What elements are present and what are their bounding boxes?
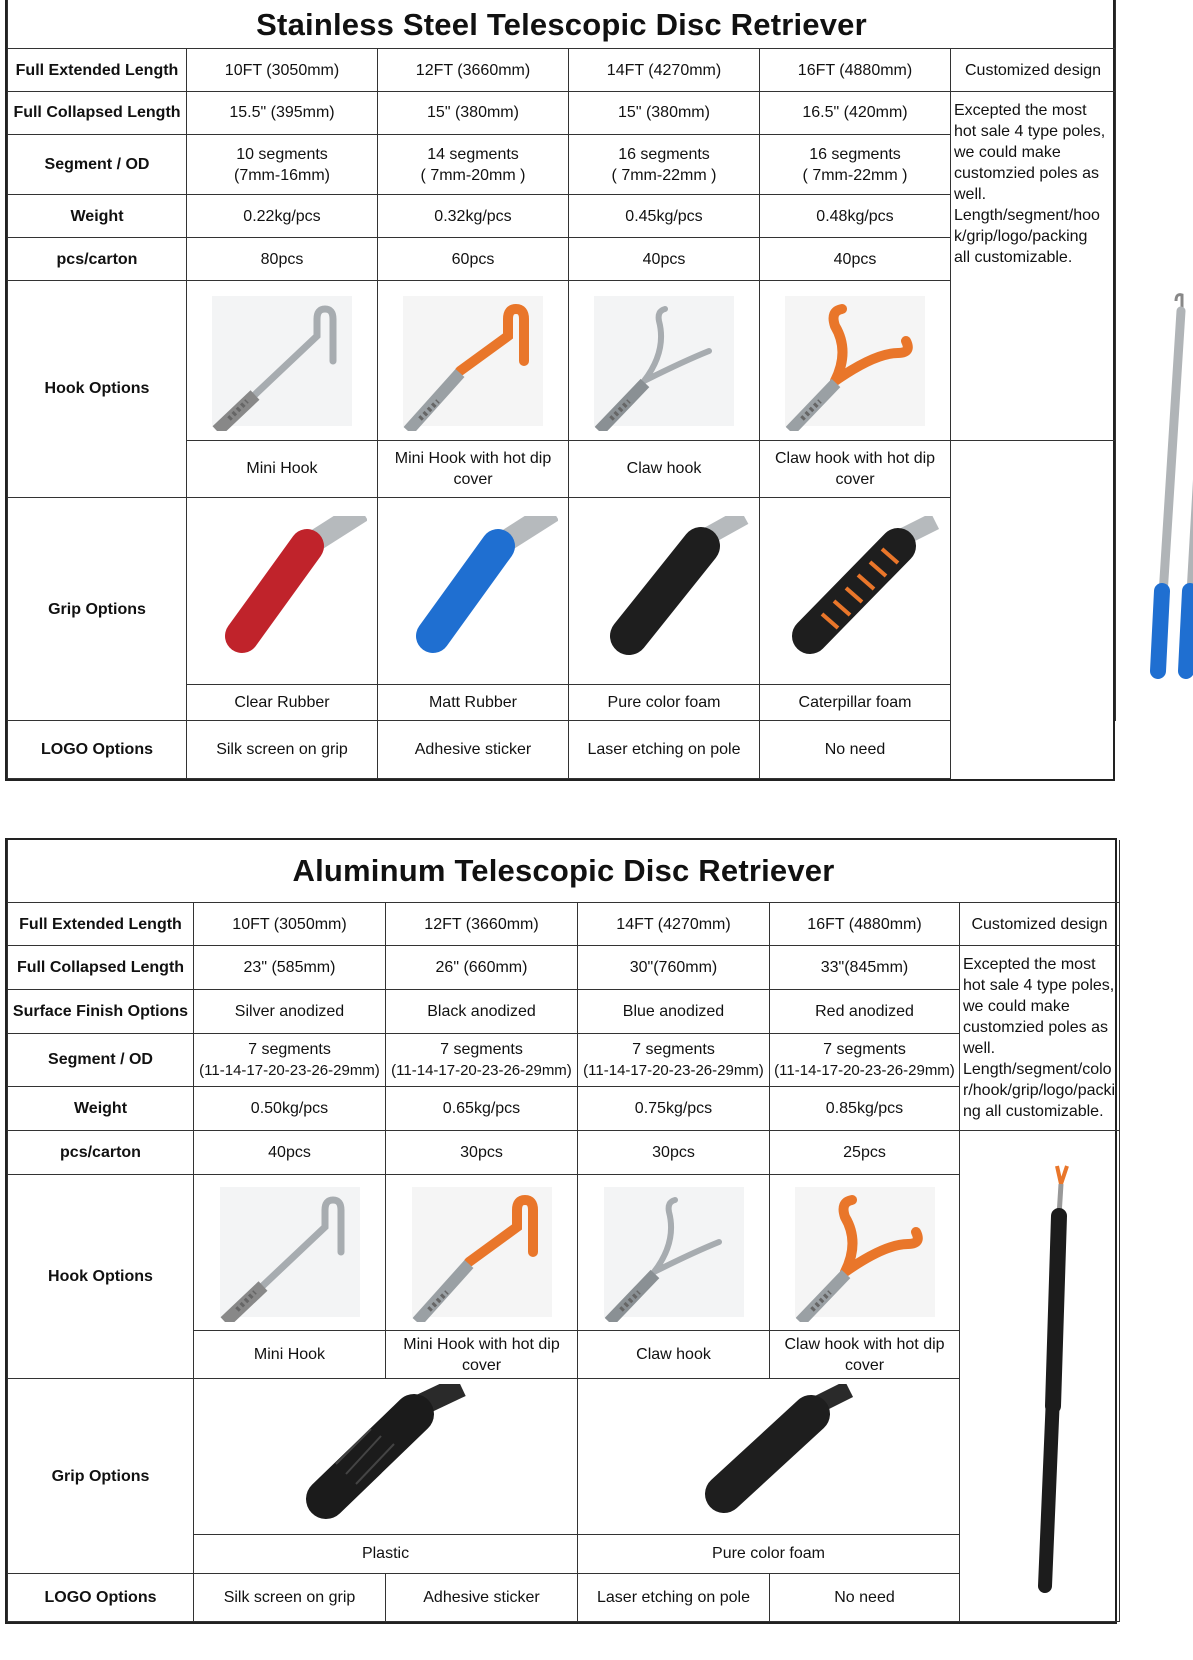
aluminum-logo-value: Laser etching on pole: [578, 1574, 770, 1622]
aluminum-custom-line: hot sale 4 type poles,: [963, 977, 1115, 995]
aluminum-extended-value: 14FT (4270mm): [578, 902, 770, 946]
steel-mini-hook-dip-image: [378, 281, 569, 441]
aluminum-extended-value: 10FT (3050mm): [194, 902, 386, 946]
aluminum-extended-label: Full Extended Length: [8, 902, 194, 946]
aluminum-title: Aluminum Telescopic Disc Retriever: [8, 840, 1120, 902]
steel-logo-value: No need: [760, 721, 951, 779]
segment-count: 16 segments: [618, 145, 710, 163]
steel-carton-value: 80pcs: [187, 238, 378, 281]
aluminum-logo-value: Silk screen on grip: [194, 1574, 386, 1622]
hook-name-line: Mini Hook with hot dip: [403, 1335, 560, 1353]
pure-foam-grip-icon: [579, 516, 749, 666]
aluminum-grip-foam-image: [578, 1379, 960, 1535]
segment-od: (11-14-17-20-23-26-29mm): [774, 1061, 955, 1079]
clear-rubber-grip-icon: [197, 516, 367, 666]
steel-claw-hook-image: [569, 281, 760, 441]
steel-grip-clear-image: [187, 497, 378, 684]
steel-extended-value: 10FT (3050mm): [187, 49, 378, 92]
mini-hook-dip-icon: [407, 1182, 557, 1322]
aluminum-segment-value: [770, 1033, 960, 1087]
aluminum-custom-line: Length/segment/colo: [963, 1061, 1112, 1079]
steel-carton-value: 60pcs: [378, 238, 569, 281]
claw-hook-icon: [589, 291, 739, 431]
steel-grip-name: Caterpillar foam: [760, 684, 951, 721]
aluminum-carton-value: 30pcs: [386, 1131, 578, 1175]
steel-poles-icon: [1118, 291, 1193, 711]
steel-weight-label: Weight: [8, 195, 187, 238]
segment-od: (7mm-16mm): [234, 166, 330, 184]
steel-logo-label: LOGO Options: [8, 721, 187, 779]
steel-logo-value: Silk screen on grip: [187, 721, 378, 779]
steel-weight-value: 0.22kg/pcs: [187, 195, 378, 238]
steel-extended-value: 16FT (4880mm): [760, 49, 951, 92]
aluminum-collapsed-value: 33"(845mm): [770, 946, 960, 990]
segment-od: (11-14-17-20-23-26-29mm): [199, 1061, 380, 1079]
steel-custom-line: customzied poles as: [954, 164, 1099, 182]
aluminum-weight-value: 0.65kg/pcs: [386, 1087, 578, 1131]
steel-carton-value: 40pcs: [569, 238, 760, 281]
aluminum-collapsed-value: 30"(760mm): [578, 946, 770, 990]
steel-logo-value: Adhesive sticker: [378, 721, 569, 779]
aluminum-weight-value: 0.75kg/pcs: [578, 1087, 770, 1131]
segment-od: (11-14-17-20-23-26-29mm): [583, 1061, 764, 1079]
steel-extended-label: Full Extended Length: [8, 49, 187, 92]
aluminum-finish-label: Surface Finish Options: [8, 989, 194, 1033]
steel-hook-name: [378, 441, 569, 497]
steel-grip-name: Pure color foam: [569, 684, 760, 721]
segment-count: 16 segments: [809, 145, 901, 163]
claw-hook-icon: [599, 1182, 749, 1322]
aluminum-finish-value: Silver anodized: [194, 989, 386, 1033]
steel-hook-label: Hook Options: [8, 281, 187, 497]
aluminum-grip-name: Plastic: [194, 1534, 578, 1573]
aluminum-spec-sheet: [5, 838, 1117, 1624]
steel-grip-name: Clear Rubber: [187, 684, 378, 721]
aluminum-finish-value: Red anodized: [770, 989, 960, 1033]
aluminum-segment-value: [386, 1033, 578, 1087]
steel-segment-label: Segment / OD: [8, 134, 187, 195]
aluminum-carton-value: 30pcs: [578, 1131, 770, 1175]
claw-hook-dip-icon: [780, 291, 930, 431]
steel-carton-label: pcs/carton: [8, 238, 187, 281]
hook-name-line: cover: [461, 1356, 502, 1374]
steel-custom-line: hot sale 4 type poles,: [954, 122, 1106, 140]
aluminum-logo-value: No need: [770, 1574, 960, 1622]
steel-mini-hook-image: [187, 281, 378, 441]
mini-hook-icon: [215, 1182, 365, 1322]
segment-count: 7 segments: [440, 1040, 523, 1058]
aluminum-carton-value: 25pcs: [770, 1131, 960, 1175]
aluminum-segment-label: Segment / OD: [8, 1033, 194, 1087]
hook-name-line: cover: [844, 1356, 885, 1374]
steel-segment-value: [760, 134, 951, 195]
aluminum-custom-line: Excepted the most: [963, 956, 1096, 974]
aluminum-spec-table: [7, 840, 1120, 1622]
aluminum-custom-text: [960, 946, 1120, 1131]
aluminum-finish-value: Black anodized: [386, 989, 578, 1033]
aluminum-mini-hook-image: [194, 1174, 386, 1331]
hook-name-line: Mini Hook: [253, 1346, 326, 1364]
steel-logo-value: Laser etching on pole: [569, 721, 760, 779]
steel-carton-value: 40pcs: [760, 238, 951, 281]
steel-collapsed-label: Full Collapsed Length: [8, 91, 187, 134]
aluminum-logo-value: Adhesive sticker: [386, 1574, 578, 1622]
steel-grip-caterpillar-image: [760, 497, 951, 684]
aluminum-grip-plastic-image: [194, 1379, 578, 1535]
steel-custom-line: Length/segment/hoo: [954, 206, 1100, 224]
aluminum-pole-icon: [965, 1156, 1115, 1596]
segment-od: ( 7mm-22mm ): [802, 166, 908, 184]
aluminum-weight-value: 0.50kg/pcs: [194, 1087, 386, 1131]
steel-custom-text: [951, 91, 1116, 440]
aluminum-collapsed-value: 26" (660mm): [386, 946, 578, 990]
steel-custom-line: well.: [954, 185, 987, 203]
aluminum-segment-value: [194, 1033, 386, 1087]
hook-name-line: Claw hook with hot dip: [784, 1335, 945, 1353]
segment-od: (11-14-17-20-23-26-29mm): [391, 1061, 572, 1079]
aluminum-segment-value: [578, 1033, 770, 1087]
aluminum-extended-value: 12FT (3660mm): [386, 902, 578, 946]
steel-claw-hook-dip-image: [760, 281, 951, 441]
aluminum-hook-name: [578, 1331, 770, 1379]
aluminum-claw-hook-image: [578, 1174, 770, 1331]
steel-collapsed-value: 15" (380mm): [378, 91, 569, 134]
aluminum-pole-image: [960, 1131, 1120, 1622]
aluminum-collapsed-label: Full Collapsed Length: [8, 946, 194, 990]
steel-custom-heading: Customized design: [951, 49, 1116, 92]
aluminum-finish-value: Blue anodized: [578, 989, 770, 1033]
aluminum-custom-heading: Customized design: [960, 902, 1120, 946]
segment-count: 14 segments: [427, 145, 519, 163]
steel-custom-line: all customizable.: [954, 248, 1073, 266]
aluminum-custom-line: ng all customizable.: [963, 1103, 1104, 1121]
segment-count: 7 segments: [248, 1040, 331, 1058]
aluminum-custom-line: well.: [963, 1040, 996, 1058]
steel-hook-name: [569, 441, 760, 497]
aluminum-hook-name: [194, 1331, 386, 1379]
aluminum-weight-value: 0.85kg/pcs: [770, 1087, 960, 1131]
steel-collapsed-value: 15.5" (395mm): [187, 91, 378, 134]
steel-segment-value: [187, 134, 378, 195]
aluminum-carton-label: pcs/carton: [8, 1131, 194, 1175]
hook-name-line: Mini Hook with hot dip: [394, 449, 552, 467]
mini-hook-dip-icon: [398, 291, 548, 431]
hook-name-line: Claw hook with hot dip: [774, 449, 936, 467]
segment-count: 10 segments: [236, 145, 328, 163]
steel-grip-name: Matt Rubber: [378, 684, 569, 721]
aluminum-hook-name: [386, 1331, 578, 1379]
plastic-grip-icon: [286, 1384, 486, 1529]
hook-name-line: cover: [835, 470, 875, 488]
steel-segment-value: [569, 134, 760, 195]
steel-weight-value: 0.45kg/pcs: [569, 195, 760, 238]
claw-hook-dip-icon: [790, 1182, 940, 1322]
caterpillar-foam-grip-icon: [770, 516, 940, 666]
steel-title: Stainless Steel Telescopic Disc Retriever: [8, 0, 1116, 49]
aluminum-carton-value: 40pcs: [194, 1131, 386, 1175]
steel-spec-sheet: [5, 0, 1115, 781]
steel-custom-line: we could make: [954, 143, 1061, 161]
steel-grip-foam-image: [569, 497, 760, 684]
steel-grip-label: Grip Options: [8, 497, 187, 721]
aluminum-hook-name: [770, 1331, 960, 1379]
aluminum-mini-hook-dip-image: [386, 1174, 578, 1331]
aluminum-custom-line: customzied poles as: [963, 1019, 1108, 1037]
aluminum-weight-label: Weight: [8, 1087, 194, 1131]
aluminum-custom-line: we could make: [963, 998, 1070, 1016]
mini-hook-icon: [207, 291, 357, 431]
aluminum-extended-value: 16FT (4880mm): [770, 902, 960, 946]
steel-hook-name: [760, 441, 951, 497]
steel-hook-name: [187, 441, 378, 497]
steel-collapsed-value: 15" (380mm): [569, 91, 760, 134]
aluminum-claw-hook-dip-image: [770, 1174, 960, 1331]
aluminum-logo-label: LOGO Options: [8, 1574, 194, 1622]
segment-od: ( 7mm-20mm ): [420, 166, 526, 184]
aluminum-custom-line: r/hook/grip/logo/packi: [963, 1082, 1116, 1100]
steel-grip-matt-image: [378, 497, 569, 684]
aluminum-hook-label: Hook Options: [8, 1174, 194, 1378]
hook-name-line: Claw hook: [626, 460, 702, 478]
segment-count: 7 segments: [823, 1040, 906, 1058]
aluminum-collapsed-value: 23" (585mm): [194, 946, 386, 990]
steel-custom-line: k/grip/logo/packing: [954, 227, 1088, 245]
steel-spec-table: [7, 0, 1116, 779]
steel-collapsed-value: 16.5" (420mm): [760, 91, 951, 134]
steel-extended-value: 14FT (4270mm): [569, 49, 760, 92]
hook-name-line: Mini Hook: [246, 460, 318, 478]
steel-custom-line: Excepted the most: [954, 101, 1087, 119]
steel-extended-value: 12FT (3660mm): [378, 49, 569, 92]
hook-name-line: cover: [453, 470, 493, 488]
segment-count: 7 segments: [632, 1040, 715, 1058]
pure-foam-grip-icon: [669, 1384, 869, 1529]
aluminum-grip-label: Grip Options: [8, 1379, 194, 1574]
aluminum-grip-name: Pure color foam: [578, 1534, 960, 1573]
hook-name-line: Claw hook: [636, 1346, 711, 1364]
steel-weight-value: 0.32kg/pcs: [378, 195, 569, 238]
steel-segment-value: [378, 134, 569, 195]
steel-weight-value: 0.48kg/pcs: [760, 195, 951, 238]
segment-od: ( 7mm-22mm ): [611, 166, 717, 184]
matt-rubber-grip-icon: [388, 516, 558, 666]
